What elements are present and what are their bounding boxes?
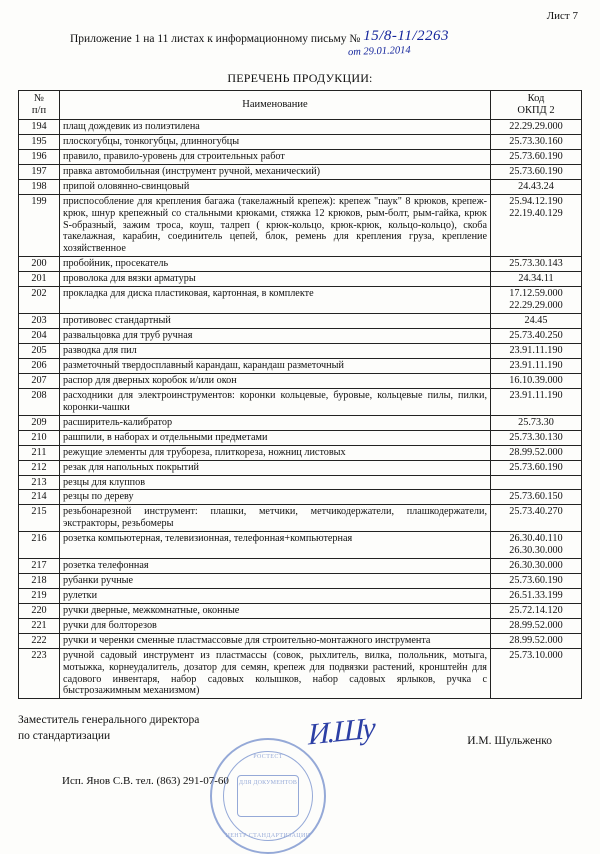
row-number: 196 xyxy=(19,150,60,165)
document-footer xyxy=(18,713,582,809)
row-okpd-code xyxy=(491,445,582,460)
row-number: 197 xyxy=(19,165,60,180)
sheet-number: Лист 7 xyxy=(546,10,578,22)
row-product-name: расширитель-калибратор xyxy=(60,415,491,430)
row-okpd-code xyxy=(491,389,582,415)
row-product-name: ручки для болторезов xyxy=(60,619,491,634)
table-row xyxy=(19,445,582,460)
row-product-name: припой оловянно-свинцовый xyxy=(60,180,491,195)
row-product-name: режущие элементы для трубореза, плиткореза, ножниц листовых xyxy=(60,445,491,460)
row-number: 222 xyxy=(19,634,60,649)
row-number: 206 xyxy=(19,359,60,374)
row-okpd-code xyxy=(491,531,582,558)
table-row xyxy=(19,286,582,313)
row-product-name: проволока для вязки арматуры xyxy=(60,271,491,286)
row-number: 218 xyxy=(19,574,60,589)
row-product-name: прокладка для диска пластиковая, картонная, в комплекте xyxy=(60,286,491,313)
okpd-code-value: 25.73.30.143 xyxy=(509,257,563,269)
column-header-number-line2: п/п xyxy=(31,105,47,117)
table-row xyxy=(19,604,582,619)
table-row xyxy=(19,165,582,180)
okpd-code-value: 24.45 xyxy=(524,315,548,326)
row-okpd-code xyxy=(491,344,582,359)
okpd-code-value: 25.72.14.120 xyxy=(509,605,563,617)
row-okpd-code xyxy=(491,314,582,329)
row-product-name: плащ дождевик из полиэтилена xyxy=(60,120,491,135)
row-okpd-code xyxy=(491,604,582,619)
okpd-code-value: 26.30.30.000 xyxy=(509,559,563,571)
handwritten-letter-date: от 29.01.2014 xyxy=(347,44,411,59)
row-okpd-code xyxy=(491,150,582,165)
table-row xyxy=(19,120,582,135)
table-row xyxy=(19,460,582,475)
okpd-code-value: 25.73.60.190 xyxy=(509,461,563,473)
row-product-name: развальцовка для труб ручная xyxy=(60,329,491,344)
table-row xyxy=(19,505,582,531)
row-number: 210 xyxy=(19,430,60,445)
okpd-code-value: 25.73.60.190 xyxy=(509,166,563,178)
table-row xyxy=(19,415,582,430)
row-okpd-code xyxy=(491,475,582,490)
row-number: 207 xyxy=(19,374,60,389)
row-number: 221 xyxy=(19,619,60,634)
table-row xyxy=(19,256,582,271)
table-row xyxy=(19,374,582,389)
executor-contact: Исп. Янов С.В. тел. (863) 291-07-60 xyxy=(62,775,229,788)
signer-name: И.М. Шульженко xyxy=(467,735,552,748)
column-header-code xyxy=(491,91,582,120)
okpd-code-value: 17.12.59.000 xyxy=(509,287,563,299)
okpd-code-value: 22.29.29.000 xyxy=(509,299,563,311)
okpd-code-value: 25.73.30 xyxy=(518,416,554,428)
stamp-core-text: ДЛЯ ДОКУМЕНТОВ xyxy=(237,775,299,817)
row-product-name: плоскогубцы, тонкогубцы, длинногубцы xyxy=(60,135,491,150)
row-product-name: резак для напольных покрытий xyxy=(60,460,491,475)
row-okpd-code xyxy=(491,619,582,634)
row-product-name: ручки дверные, межкомнатные, оконные xyxy=(60,604,491,619)
column-header-number-line1: № xyxy=(33,93,45,104)
column-header-code-line1: Код xyxy=(527,93,545,104)
okpd-code-value: 25.73.30.160 xyxy=(509,136,563,148)
okpd-code-value: 28.99.52.000 xyxy=(509,446,563,458)
row-okpd-code xyxy=(491,359,582,374)
row-number: 208 xyxy=(19,389,60,415)
table-body xyxy=(19,120,582,699)
row-number: 215 xyxy=(19,505,60,531)
row-product-name: противовес стандартный xyxy=(60,314,491,329)
table-row xyxy=(19,649,582,699)
table-row xyxy=(19,271,582,286)
row-product-name: розетка телефонная xyxy=(60,558,491,573)
table-header xyxy=(19,91,582,120)
row-number: 205 xyxy=(19,344,60,359)
table-row xyxy=(19,558,582,573)
row-okpd-code xyxy=(491,374,582,389)
row-product-name: правка автомобильная (инструмент ручной, механический) xyxy=(60,165,491,180)
column-header-code-line2: ОКПД 2 xyxy=(517,105,555,117)
okpd-code-value: 25.73.60.150 xyxy=(509,491,563,503)
table-row xyxy=(19,344,582,359)
row-number: 223 xyxy=(19,649,60,699)
page-title: ПЕРЕЧЕНЬ ПРОДУКЦИИ: xyxy=(227,71,373,85)
row-number: 217 xyxy=(19,558,60,573)
okpd-code-value: 28.99.52.000 xyxy=(509,620,563,632)
row-product-name: разводка для пил xyxy=(60,344,491,359)
column-header-number xyxy=(19,91,60,120)
table-row xyxy=(19,150,582,165)
row-okpd-code xyxy=(491,329,582,344)
okpd-code-value: 25.73.40.250 xyxy=(509,330,563,342)
table-row xyxy=(19,180,582,195)
row-number: 198 xyxy=(19,180,60,195)
row-okpd-code xyxy=(491,180,582,195)
signer-position-line1: Заместитель генерального директора xyxy=(18,714,200,727)
okpd-code-value: 25.73.40.270 xyxy=(509,506,563,518)
okpd-code-value: 25.73.10.000 xyxy=(509,650,563,662)
row-number: 204 xyxy=(19,329,60,344)
row-number: 209 xyxy=(19,415,60,430)
table-row xyxy=(19,490,582,505)
table-row xyxy=(19,589,582,604)
row-number: 220 xyxy=(19,604,60,619)
table-row xyxy=(19,329,582,344)
row-number: 219 xyxy=(19,589,60,604)
row-okpd-code xyxy=(491,505,582,531)
okpd-code-value: 23.91.11.190 xyxy=(509,360,563,372)
signer-position-line2: по стандартизации xyxy=(18,729,111,742)
row-product-name: распор для дверных коробок и/или окон xyxy=(60,374,491,389)
row-product-name: ручки и черенки сменные пластмассовые для строительно-монтажного инструмента xyxy=(60,634,491,649)
okpd-code-value: 25.73.60.190 xyxy=(509,575,563,586)
row-okpd-code xyxy=(491,271,582,286)
okpd-code-value: 16.10.39.000 xyxy=(509,375,563,387)
okpd-code-value: 26.51.33.199 xyxy=(509,590,563,602)
table-row xyxy=(19,634,582,649)
row-okpd-code xyxy=(491,558,582,573)
okpd-code-value: 24.34.11 xyxy=(518,272,554,284)
handwritten-letter-number: 15/8-11/2263 xyxy=(363,28,449,44)
row-number: 203 xyxy=(19,314,60,329)
row-product-name: расходники для электроинструментов: коронки кольцевые, буровые, кольцевые пилы, пилки, коронки-чашки xyxy=(60,389,491,415)
row-okpd-code xyxy=(491,430,582,445)
row-product-name: резцы по дереву xyxy=(60,490,491,505)
column-header-name: Наименование xyxy=(60,91,491,120)
row-okpd-code xyxy=(491,574,582,589)
row-product-name: рубанки ручные xyxy=(60,574,491,589)
row-okpd-code xyxy=(491,286,582,313)
row-number: 214 xyxy=(19,490,60,505)
products-table xyxy=(18,90,582,699)
row-number: 200 xyxy=(19,256,60,271)
row-okpd-code xyxy=(491,165,582,180)
row-product-name: разметочный твердосплавный карандаш, карандаш разметочный xyxy=(60,359,491,374)
okpd-code-value: 25.73.60.190 xyxy=(509,151,563,163)
row-product-name: правило, правило-уровень для строительных работ xyxy=(60,150,491,165)
row-okpd-code xyxy=(491,589,582,604)
row-okpd-code xyxy=(491,649,582,699)
table-row xyxy=(19,314,582,329)
table-row xyxy=(19,389,582,415)
okpd-code-value: 23.91.11.190 xyxy=(509,390,563,402)
table-row xyxy=(19,135,582,150)
okpd-code-value: 26.30.40.110 xyxy=(509,532,563,544)
letter-reference-line xyxy=(18,28,582,59)
table-row xyxy=(19,430,582,445)
table-row xyxy=(19,574,582,589)
stamp-bottom-text: ЦЕНТР СТАНДАРТИЗАЦИИ xyxy=(225,833,311,839)
table-header-row xyxy=(19,91,582,120)
stamp-top-text: РОСТЕСТ xyxy=(253,754,283,760)
row-product-name: рулетки xyxy=(60,589,491,604)
row-number: 201 xyxy=(19,271,60,286)
row-okpd-code xyxy=(491,634,582,649)
row-number: 213 xyxy=(19,475,60,490)
row-number: 202 xyxy=(19,286,60,313)
row-product-name: резцы для клуппов xyxy=(60,475,491,490)
row-product-name: резьбонарезной инструмент: плашки, метчики, метчикодержатели, плашкодержатели, экстракторы, резьбомеры xyxy=(60,505,491,531)
row-number: 195 xyxy=(19,135,60,150)
table-row xyxy=(19,531,582,558)
row-number: 194 xyxy=(19,120,60,135)
row-product-name: рашпили, в наборах и отдельными предметами xyxy=(60,430,491,445)
row-okpd-code xyxy=(491,195,582,257)
okpd-code-value: 24.43.24 xyxy=(518,181,554,193)
okpd-code-value: 22.29.29.000 xyxy=(509,121,563,133)
row-okpd-code xyxy=(491,460,582,475)
okpd-code-value: 26.30.30.000 xyxy=(509,544,563,556)
row-okpd-code xyxy=(491,135,582,150)
table-row xyxy=(19,619,582,634)
row-number: 211 xyxy=(19,445,60,460)
row-product-name: приспособление для крепления багажа (такелажный крепеж): крепеж "паук" 8 крюков, крепеж-крюк, шнур крепежный со стальными крюками, стяжка 12 крюков, рым-болт, рым-гайка, крюк S-образный, зажим троса, коуш, талреп ( крюк-кольцо, крюк-крюк, кольцо-кольцо), скоба такелажная, карабин, соединитель цепей, блок, ремень для крепления груза, крепление хозяйственное xyxy=(60,195,491,257)
table-row xyxy=(19,359,582,374)
okpd-code-value: 25.94.12.190 xyxy=(509,196,563,208)
row-product-name: розетка компьютерная, телевизионная, телефонная+компьютерная xyxy=(60,531,491,558)
row-okpd-code xyxy=(491,490,582,505)
signature-mark: И.Шу xyxy=(308,711,374,752)
row-product-name: пробойник, просекатель xyxy=(60,256,491,271)
okpd-code-value: 23.91.11.190 xyxy=(509,345,563,357)
row-number: 216 xyxy=(19,531,60,558)
okpd-code-value: 28.99.52.000 xyxy=(509,635,563,647)
table-row xyxy=(19,195,582,257)
row-okpd-code xyxy=(491,120,582,135)
row-product-name: ручной садовый инструмент из пластмассы (совок, рыхлитель, вилка, полольник, мотыга, мотыжка, корнеудалитель, дозатор для семян, крепеж для подвязки растений, кронштейн для садового инвентаря, набор садовых колышков, набор садовых ярлыков, ручка с быстрозажимным механизмом) xyxy=(60,649,491,699)
row-number: 212 xyxy=(19,460,60,475)
row-number: 199 xyxy=(19,195,60,257)
table-row xyxy=(19,475,582,490)
row-okpd-code xyxy=(491,256,582,271)
okpd-code-value: 25.73.30.130 xyxy=(509,431,563,443)
okpd-code-value: 22.19.40.129 xyxy=(509,208,563,220)
row-okpd-code xyxy=(491,415,582,430)
letter-reference-text: Приложение 1 на 11 листах к информационному письму № xyxy=(70,33,361,45)
